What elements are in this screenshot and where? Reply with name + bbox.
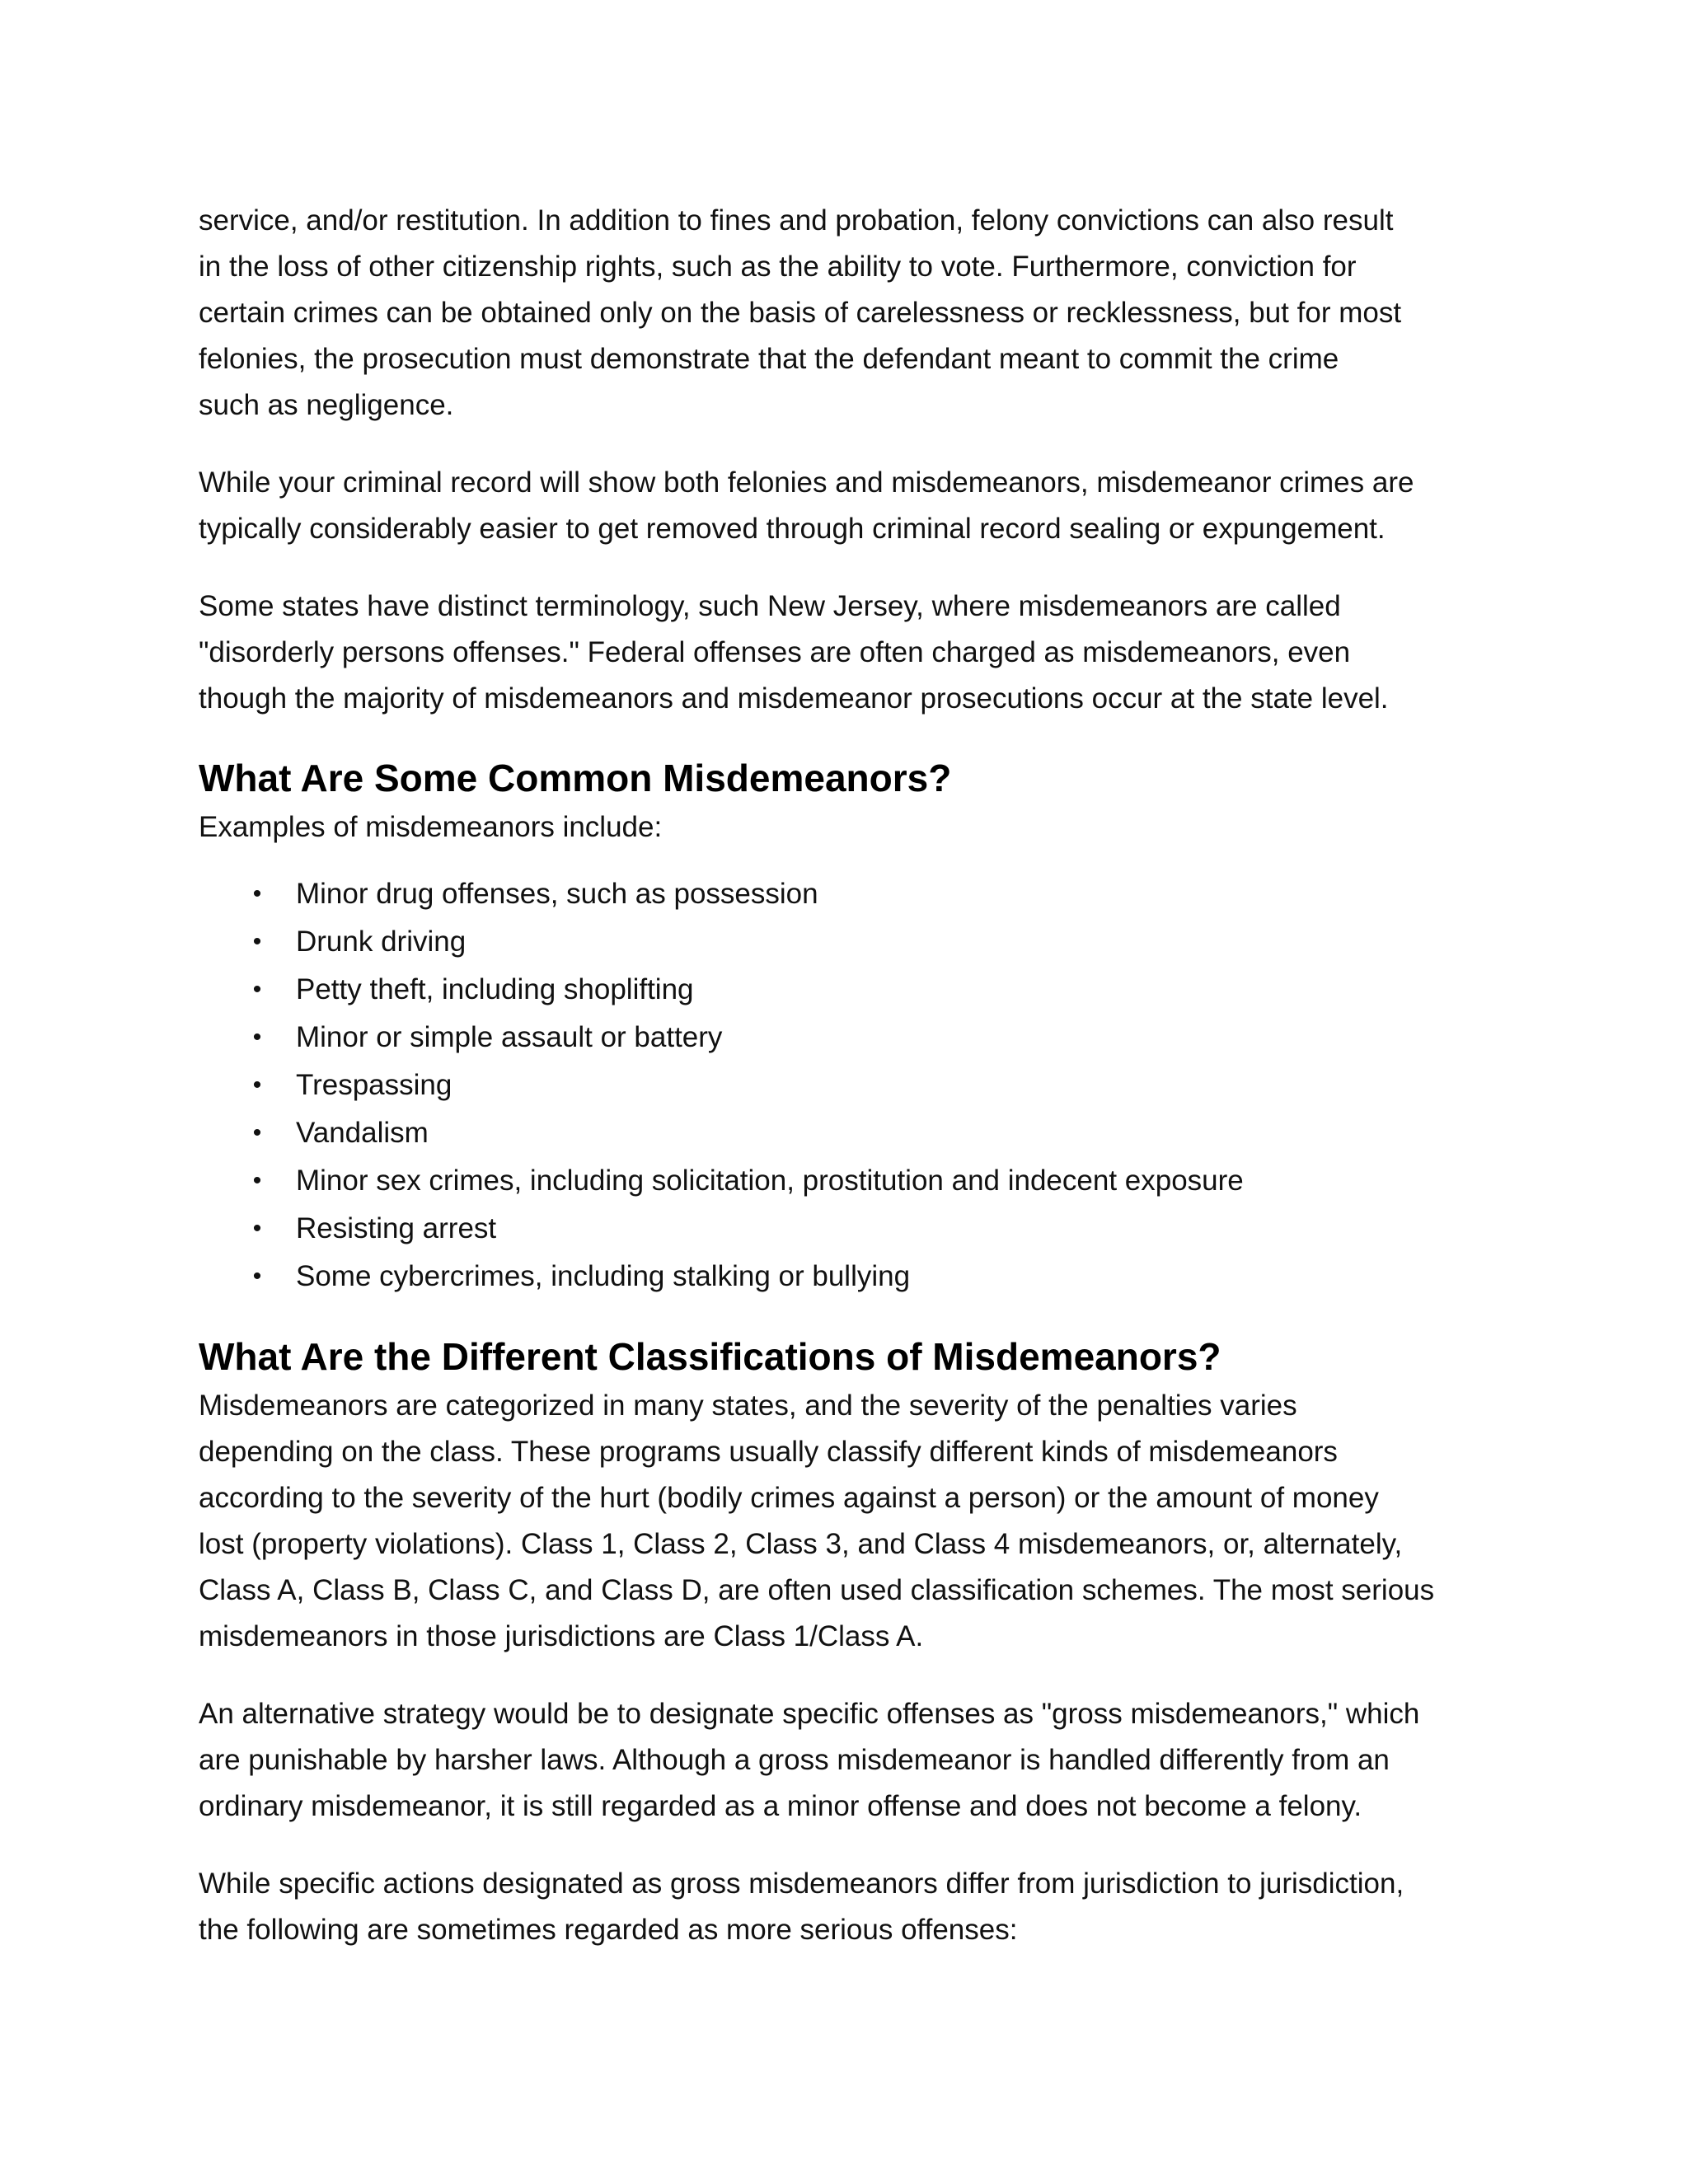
- bullet-icon: •: [252, 880, 262, 907]
- paragraph-criminal-record: [199, 460, 1501, 552]
- text-line: typically considerably easier to get removed through criminal record sealing or expungement.: [199, 513, 1386, 545]
- text-line: ordinary misdemeanor, it is still regarded as a minor offense and does not become a felony.: [199, 1790, 1362, 1822]
- text-line: misdemeanors in those jurisdictions are Class 1/Class A.: [199, 1620, 924, 1652]
- bullet-icon: •: [252, 1119, 262, 1146]
- paragraph-classification-schemes: [199, 1383, 1501, 1660]
- text-line: certain crimes can be obtained only on the basis of carelessness or recklessness, but for most: [199, 297, 1402, 329]
- text-line: felonies, the prosecution must demonstrate that the defendant meant to commit the crime: [199, 343, 1339, 375]
- bullet-icon: •: [252, 1024, 262, 1051]
- list-item: [199, 1014, 1501, 1062]
- list-item: [199, 966, 1501, 1014]
- text-line: service, and/or restitution. In addition to fines and probation, felony convictions can also result: [199, 204, 1394, 237]
- bullet-icon: •: [252, 976, 262, 1003]
- list-item-text: Minor or simple assault or battery: [296, 1021, 723, 1053]
- text-line: While specific actions designated as gross misdemeanors differ from jurisdiction to jurisdiction,: [199, 1868, 1404, 1900]
- text-line: are punishable by harsher laws. Although a gross misdemeanor is handled differently from an: [199, 1744, 1390, 1776]
- paragraph-examples-intro: Examples of misdemeanors include:: [199, 811, 663, 843]
- text-line: While your criminal record will show both felonies and misdemeanors, misdemeanor crimes are: [199, 466, 1414, 499]
- list-item-text: Drunk driving: [296, 926, 467, 958]
- list-item: [199, 1205, 1501, 1253]
- bullet-icon: •: [252, 1263, 262, 1290]
- heading-common-misdemeanors: What Are Some Common Misdemeanors?: [199, 757, 952, 799]
- text-line: Class A, Class B, Class C, and Class D, are often used classification schemes. The most serious: [199, 1574, 1435, 1606]
- list-item: [199, 1062, 1501, 1109]
- text-line: An alternative strategy would be to designate specific offenses as "gross misdemeanors," which: [199, 1698, 1420, 1730]
- text-line: lost (property violations). Class 1, Class 2, Class 3, and Class 4 misdemeanors, or, alternately,: [199, 1528, 1403, 1560]
- list-item: [199, 1157, 1501, 1205]
- list-item: [199, 870, 1501, 918]
- list-item-text: Trespassing: [296, 1069, 452, 1101]
- misdemeanor-examples-list: [199, 870, 1501, 1301]
- paragraph-gross-misdemeanors: [199, 1691, 1501, 1830]
- text-line: such as negligence.: [199, 389, 454, 421]
- list-item-text: Some cybercrimes, including stalking or bullying: [296, 1260, 911, 1292]
- paragraph-terminology: [199, 583, 1501, 722]
- list-item-text: Resisting arrest: [296, 1212, 497, 1244]
- text-line: "disorderly persons offenses." Federal offenses are often charged as misdemeanors, even: [199, 636, 1351, 668]
- bullet-icon: •: [252, 1215, 262, 1242]
- list-item-text: Vandalism: [296, 1117, 429, 1149]
- document-body: [199, 198, 1501, 1985]
- list-item-text: Petty theft, including shoplifting: [296, 973, 694, 1005]
- bullet-icon: •: [252, 1167, 262, 1194]
- text-line: though the majority of misdemeanors and misdemeanor prosecutions occur at the state level.: [199, 682, 1389, 715]
- text-line: Some states have distinct terminology, such New Jersey, where misdemeanors are called: [199, 590, 1341, 622]
- list-item: [199, 1253, 1501, 1301]
- text-line: depending on the class. These programs usually classify different kinds of misdemeanors: [199, 1436, 1338, 1468]
- list-item: [199, 918, 1501, 966]
- bullet-icon: •: [252, 1071, 262, 1099]
- paragraph-penalties: [199, 198, 1501, 429]
- paragraph-serious-offenses: [199, 1861, 1501, 1953]
- text-line: according to the severity of the hurt (bodily crimes against a person) or the amount of money: [199, 1482, 1379, 1514]
- list-item-text: Minor sex crimes, including solicitation, prostitution and indecent exposure: [296, 1165, 1244, 1197]
- text-line: the following are sometimes regarded as more serious offenses:: [199, 1914, 1018, 1946]
- list-item: [199, 1109, 1501, 1157]
- list-item-text: Minor drug offenses, such as possession: [296, 878, 818, 910]
- bullet-icon: •: [252, 928, 262, 955]
- heading-classifications: What Are the Different Classifications of Misdemeanors?: [199, 1335, 1221, 1378]
- text-line: Misdemeanors are categorized in many states, and the severity of the penalties varies: [199, 1390, 1297, 1422]
- text-line: in the loss of other citizenship rights, such as the ability to vote. Furthermore, conviction for: [199, 251, 1357, 283]
